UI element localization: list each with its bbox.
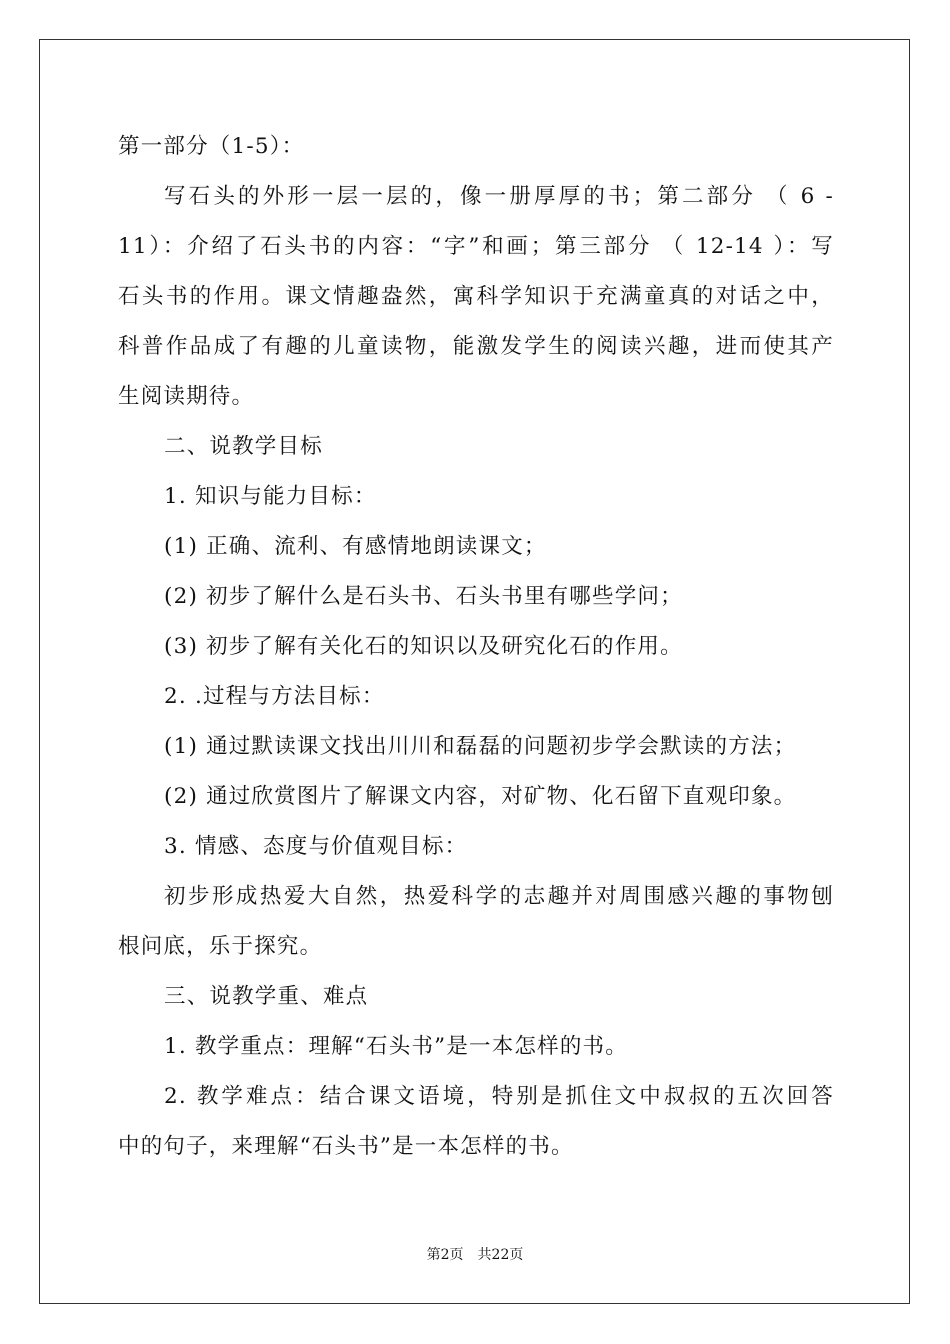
- text-line: 2. 教学难点：结合课文语境，特别是抓住文中叔叔的五次回答: [164, 1084, 834, 1109]
- subsection-heading: 1. 知识与能力目标：: [164, 484, 377, 509]
- list-item: (3) 初步了解有关化石的知识以及研究化石的作用。: [164, 634, 683, 659]
- text-line: 生阅读期待。: [118, 384, 255, 409]
- list-item: (1) 通过默读课文找出川川和磊磊的问题初步学会默读的方法；: [164, 734, 797, 759]
- section-heading: 三、说教学重、难点: [164, 984, 369, 1009]
- text-line: 写石头的外形一层一层的，像一册厚厚的书；第二部分 （ 6 -: [164, 184, 834, 209]
- subsection-heading: 2. .过程与方法目标：: [164, 684, 385, 709]
- text-line: 中的句子，来理解“石头书”是一本怎样的书。: [118, 1134, 574, 1159]
- text-line: 根问底，乐于探究。: [118, 934, 323, 959]
- text-line: 第一部分（1-5）：: [118, 134, 305, 159]
- list-item: (1) 正确、流利、有感情地朗读课文；: [164, 534, 547, 559]
- text-line: 11）：介绍了石头书的内容：“字”和画；第三部分 （ 12-14 ）：写: [118, 234, 834, 259]
- paragraph: [118, 122, 834, 172]
- list-item: (2) 初步了解什么是石头书、石头书里有哪些学问；: [164, 584, 683, 609]
- list-item: 1. 教学重点：理解“石头书”是一本怎样的书。: [164, 1034, 628, 1059]
- page-footer: 第2页 共22页: [426, 1247, 524, 1263]
- subsection-heading: 3. 情感、态度与价值观目标：: [164, 834, 468, 859]
- document-body: [118, 122, 834, 1172]
- text-line: 石头书的作用。课文情趣盎然，寓科学知识于充满童真的对话之中，: [118, 284, 834, 309]
- list-item: (2) 通过欣赏图片了解课文内容，对矿物、化石留下直观印象。: [164, 784, 797, 809]
- paragraph: [118, 872, 834, 972]
- section-heading: 二、说教学目标: [164, 434, 323, 459]
- paragraph: [118, 1072, 834, 1172]
- text-line: 科普作品成了有趣的儿童读物，能激发学生的阅读兴趣，进而使其产: [118, 334, 834, 359]
- paragraph: [118, 172, 834, 422]
- text-line: 初步形成热爱大自然，热爱科学的志趣并对周围感兴趣的事物刨: [164, 884, 834, 909]
